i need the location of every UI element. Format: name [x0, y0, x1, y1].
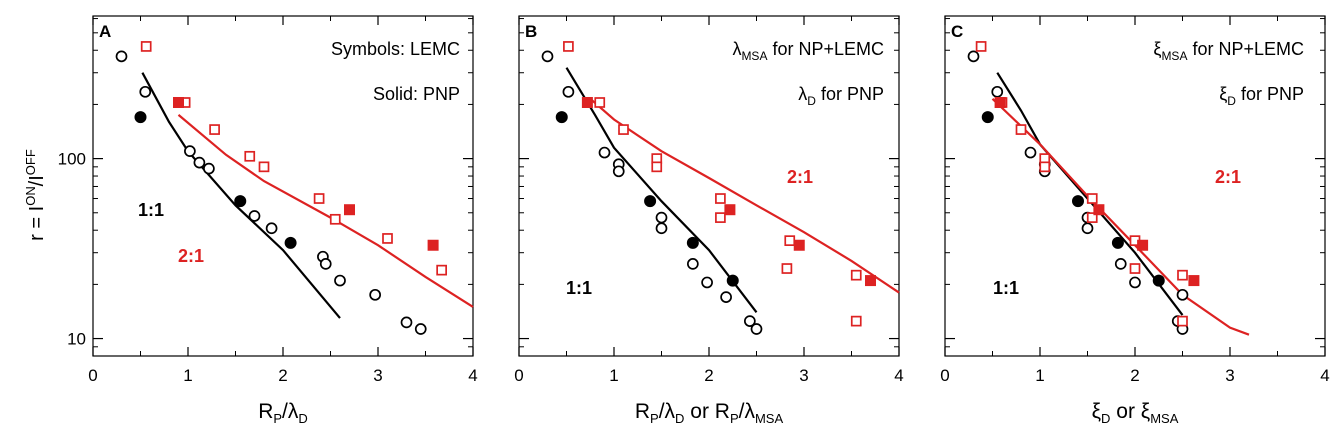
panel-a-open-square-point — [142, 42, 151, 51]
panel-a-filled-circle-point — [235, 196, 246, 207]
panel-a-xtick-label: 1 — [183, 366, 193, 385]
panel-c-xtick-label: 2 — [1130, 366, 1140, 385]
panel-c-pnp-curve — [993, 99, 1250, 335]
panel-a-xtick-label: 2 — [278, 366, 288, 385]
panel-b-filled-square-point — [794, 240, 804, 250]
y-axis-label: $r = I^{ON}/I^{OFF}$ — [23, 149, 48, 241]
panel-b-filled-circle-point — [645, 196, 656, 207]
panel-a-open-square-point — [260, 162, 269, 171]
panel-a-frame — [93, 16, 473, 356]
panel-b-label-1to1: 1:1 — [566, 278, 593, 298]
panel-a-open-circle-point — [194, 158, 204, 168]
panel-a-open-circle-point — [185, 146, 195, 156]
panel-c-filled-circle-point — [982, 112, 993, 123]
panel-b-open-square-point — [785, 236, 794, 245]
panel-a-ticks — [58, 16, 478, 385]
panel-a-letter: A — [99, 22, 112, 41]
panel-c-open-circle-point — [969, 51, 979, 61]
panel-c-open-square-point — [1131, 264, 1140, 273]
panel-b-open-circle-point — [721, 292, 731, 302]
panel-b-open-square-point — [716, 194, 725, 203]
panel-b-xtick-label: 3 — [799, 366, 809, 385]
panel-b-frame — [519, 16, 899, 356]
panel-a-filled-circle-point — [135, 112, 146, 123]
panel-c-xtick-label: 0 — [940, 366, 950, 385]
panel-c-xlabel: $\xi_D$ or $\xi_{MSA}$ — [1091, 400, 1179, 426]
panel-a-annotation-symbols: Symbols: LEMC — [330, 39, 460, 59]
panel-c-xtick-label: 3 — [1225, 366, 1235, 385]
panel-c-open-square-point — [1017, 125, 1026, 134]
panel-b-open-circle-point — [600, 148, 610, 158]
panel-a-xtick-label: 0 — [88, 366, 98, 385]
panel-b-xlabel: $R_P/\lambda_D$ or $R_P/\lambda_{MSA}$ — [634, 400, 784, 426]
panel-b-label-2to1: 2:1 — [787, 167, 814, 187]
panel-b-open-square-point — [782, 264, 791, 273]
panel-c-label-2to1: 2:1 — [1215, 167, 1242, 187]
panel-b-filled-circle-point — [687, 237, 698, 248]
panel-a-open-square-point — [210, 125, 219, 134]
panel-b-open-circle-point — [688, 259, 698, 269]
panel-b-open-circle-point — [563, 87, 573, 97]
panel-a-ytick-label: 10 — [67, 329, 86, 349]
panel-c-open-circle-point — [992, 87, 1002, 97]
panel-c-filled-circle-point — [1153, 275, 1164, 286]
panel-a-label-2to1: 2:1 — [178, 246, 205, 266]
panel-b-open-square-point — [716, 213, 725, 222]
panel-a-open-circle-point — [140, 87, 150, 97]
panel-b — [514, 16, 903, 426]
panel-a-open-circle-point — [267, 223, 277, 233]
panel-a-open-circle-point — [321, 259, 331, 269]
panel-b-xtick-label: 4 — [894, 366, 904, 385]
panel-b-pnp-curve — [590, 99, 899, 293]
panel-c-open-square-point — [1178, 317, 1187, 326]
panel-a-annotation-solid: Solid: PNP — [372, 84, 460, 104]
panel-b-letter: B — [525, 22, 538, 41]
panel-c-open-circle-point — [1026, 148, 1036, 158]
panel-a — [58, 16, 478, 426]
panel-b-ticks — [514, 16, 903, 385]
panel-a-open-square-point — [331, 215, 340, 224]
panel-c-open-circle-point — [1178, 290, 1188, 300]
panel-a-open-square-point — [245, 152, 254, 161]
panel-b-filled-square-point — [725, 205, 735, 215]
panel-c-annotation-d: $\xi_D$ for PNP — [1219, 84, 1304, 108]
panel-b-open-square-point — [652, 162, 661, 171]
panel-b-annotation-msa: $\lambda_{MSA}$ for NP+LEMC — [732, 39, 884, 63]
panel-c-filled-square-point — [1138, 240, 1148, 250]
panel-c-filled-square-point — [1094, 205, 1104, 215]
panel-b-filled-circle-point — [556, 112, 567, 123]
panel-a-open-square-point — [315, 194, 324, 203]
panel-c-ticks — [940, 16, 1329, 385]
panel-a-xlabel: $R_P/\lambda_D$ — [258, 400, 308, 426]
panel-a-open-circle-point — [416, 324, 426, 334]
panel-a-open-circle-point — [117, 51, 127, 61]
panel-a-xtick-label: 4 — [468, 366, 478, 385]
panel-b-annotation-d: $\lambda_D$ for PNP — [798, 84, 884, 108]
panel-c-xtick-label: 1 — [1035, 366, 1045, 385]
panel-b-open-square-point — [564, 42, 573, 51]
panel-c — [940, 16, 1329, 426]
panel-a-open-circle-point — [370, 290, 380, 300]
panel-c-filled-square-point — [1189, 276, 1199, 286]
panel-c-open-circle-point — [1116, 259, 1126, 269]
panel-c-open-circle-point — [1083, 223, 1093, 233]
panel-c-open-circle-point — [1130, 277, 1140, 287]
panel-c-open-square-point — [1040, 162, 1049, 171]
panel-c-letter: C — [951, 22, 964, 41]
panel-b-open-circle-point — [657, 223, 667, 233]
panel-a-open-circle-point — [250, 211, 260, 221]
panel-c-xtick-label: 4 — [1320, 366, 1330, 385]
panel-c-open-square-point — [977, 42, 986, 51]
panel-a-filled-square-point — [174, 97, 184, 107]
panel-c-filled-circle-point — [1112, 237, 1123, 248]
panel-c-label-1to1: 1:1 — [993, 278, 1020, 298]
panel-a-filled-square-point — [345, 205, 355, 215]
panel-a-filled-circle-point — [285, 237, 296, 248]
panel-b-open-square-point — [595, 98, 604, 107]
panel-b-filled-circle-point — [727, 275, 738, 286]
panel-c-open-square-point — [1088, 194, 1097, 203]
panel-b-open-circle-point — [614, 166, 624, 176]
panel-a-ytick-label: 100 — [57, 149, 86, 169]
panel-c-frame — [945, 16, 1325, 356]
panel-a-open-circle-point — [402, 317, 412, 327]
panel-b-open-square-point — [852, 317, 861, 326]
panel-b-open-circle-point — [543, 51, 553, 61]
panel-b-xtick-label: 1 — [609, 366, 619, 385]
panel-a-lines — [142, 73, 473, 318]
panel-b-xtick-label: 2 — [704, 366, 714, 385]
panel-a-filled-square-point — [428, 240, 438, 250]
panel-a-open-circle-point — [204, 164, 214, 174]
panel-a-open-square-point — [383, 234, 392, 243]
panel-a-label-1to1: 1:1 — [138, 200, 165, 220]
panel-b-open-circle-point — [752, 324, 762, 334]
panel-b-open-square-point — [852, 271, 861, 280]
panel-c-open-square-point — [1178, 271, 1187, 280]
panel-c-filled-square-point — [995, 97, 1005, 107]
panel-a-pnp-curve — [179, 115, 474, 307]
panel-a-open-circle-point — [335, 276, 345, 286]
panel-c-lines — [993, 73, 1250, 335]
panel-b-filled-square-point — [866, 276, 876, 286]
panel-b-open-square-point — [619, 125, 628, 134]
panel-b-filled-square-point — [582, 97, 592, 107]
panel-c-annotation-msa: $\xi_{MSA}$ for NP+LEMC — [1153, 39, 1304, 63]
panel-b-open-circle-point — [657, 213, 667, 223]
panel-b-xtick-label: 0 — [514, 366, 524, 385]
panel-a-xtick-label: 3 — [373, 366, 383, 385]
panel-c-filled-circle-point — [1073, 196, 1084, 207]
panel-a-open-square-point — [437, 266, 446, 275]
panel-b-open-circle-point — [702, 277, 712, 287]
